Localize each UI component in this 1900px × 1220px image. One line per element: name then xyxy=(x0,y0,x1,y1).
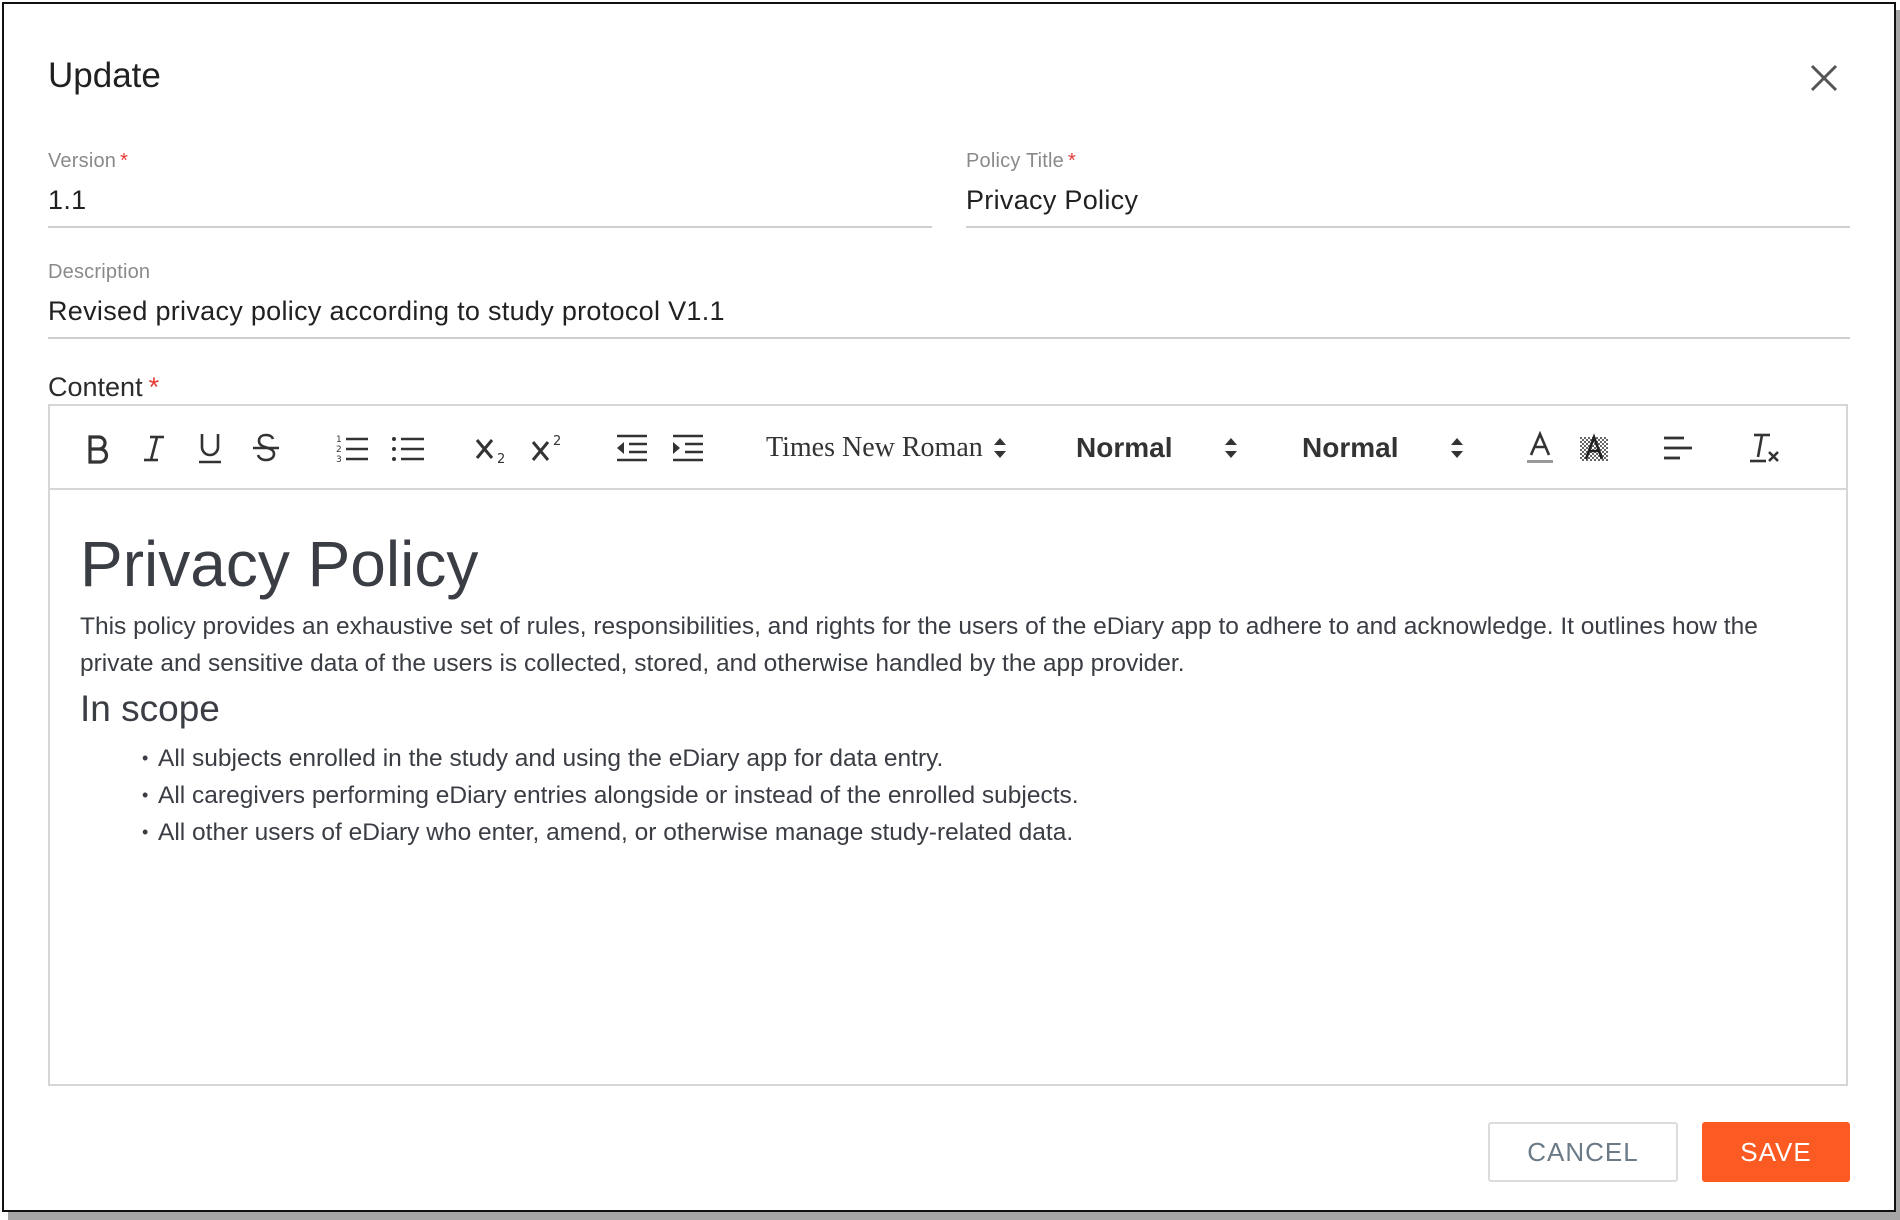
bullet-list-button[interactable] xyxy=(388,428,428,468)
required-marker: * xyxy=(1068,150,1076,172)
superscript-icon xyxy=(530,432,566,464)
required-marker: * xyxy=(148,372,160,402)
bold-button[interactable] xyxy=(78,428,118,468)
version-field[interactable] xyxy=(48,150,932,228)
outdent-button[interactable] xyxy=(612,428,652,468)
heading-value: Normal xyxy=(1302,432,1399,463)
svg-text:2: 2 xyxy=(497,452,506,464)
font-family-value: Times New Roman xyxy=(766,432,983,463)
clear-format-icon xyxy=(1748,431,1780,465)
bold-icon xyxy=(84,432,112,464)
underline-button[interactable] xyxy=(190,428,230,468)
editor-content[interactable] xyxy=(80,526,1816,851)
align-button[interactable] xyxy=(1658,428,1698,468)
editor-toolbar xyxy=(50,406,1846,490)
svg-text:2: 2 xyxy=(553,434,562,449)
strikethrough-button[interactable] xyxy=(246,428,286,468)
font-size-picker[interactable] xyxy=(1076,428,1238,468)
outdent-icon xyxy=(615,432,649,464)
description-input[interactable]: Revised privacy policy according to study protocol V1.1 xyxy=(48,296,1850,339)
font-color-button[interactable] xyxy=(1520,428,1560,468)
update-dialog xyxy=(2,2,1896,1212)
background-color-icon xyxy=(1578,431,1610,465)
align-icon xyxy=(1662,433,1694,463)
version-input[interactable]: 1.1 xyxy=(48,185,932,228)
document-heading: Privacy Policy xyxy=(80,528,479,600)
italic-button[interactable] xyxy=(134,428,174,468)
policy-title-label: Policy Title * xyxy=(966,150,1076,172)
svg-text:3: 3 xyxy=(336,455,342,464)
document-subheading: In scope xyxy=(80,688,220,729)
ordered-list-button[interactable] xyxy=(332,428,372,468)
policy-title-input[interactable]: Privacy Policy xyxy=(966,185,1850,228)
policy-title-field[interactable] xyxy=(966,150,1850,228)
subscript-icon xyxy=(474,432,510,464)
indent-button[interactable] xyxy=(668,428,708,468)
svg-text:1: 1 xyxy=(336,435,342,445)
bullet-list-icon xyxy=(391,432,425,464)
strikethrough-icon xyxy=(251,431,281,465)
ordered-list-icon xyxy=(335,432,369,464)
sort-arrows-icon xyxy=(1224,437,1238,459)
indent-icon xyxy=(671,432,705,464)
superscript-button[interactable] xyxy=(526,428,570,468)
font-color-icon xyxy=(1525,431,1555,465)
close-button[interactable] xyxy=(1806,60,1842,96)
close-icon xyxy=(1806,60,1842,96)
background-color-button[interactable] xyxy=(1574,428,1614,468)
subscript-button[interactable] xyxy=(470,428,514,468)
font-size-value: Normal xyxy=(1076,432,1173,463)
rich-text-editor xyxy=(48,404,1848,1086)
list-item: • All other users of eDiary who enter, amend, or otherwise manage study-related data. xyxy=(142,814,1816,851)
cancel-button[interactable]: CANCEL xyxy=(1488,1122,1678,1182)
sort-arrows-icon xyxy=(993,437,1007,459)
document-intro: This policy provides an exhaustive set of rules, responsibilities, and rights for the users of the eDiary app to adhere to and acknowledge. It outlines how the private and sensitive data of the users is collected, stored, and otherwise handled by the app provider. xyxy=(80,613,1758,677)
underline-icon xyxy=(196,431,224,465)
save-button[interactable]: SAVE xyxy=(1702,1122,1850,1182)
version-label: Version * xyxy=(48,150,129,172)
svg-text:2: 2 xyxy=(336,445,342,455)
description-field[interactable] xyxy=(48,261,1850,339)
sort-arrows-icon xyxy=(1450,437,1464,459)
clear-format-button[interactable] xyxy=(1744,428,1784,468)
list-item: • All caregivers performing eDiary entries alongside or instead of the enrolled subjects. xyxy=(142,777,1816,814)
dialog-title: Update xyxy=(48,56,161,95)
list-item: • All subjects enrolled in the study and using the eDiary app for data entry. xyxy=(142,740,1816,777)
description-label: Description xyxy=(48,261,151,283)
italic-icon xyxy=(140,432,168,464)
font-family-picker[interactable] xyxy=(766,428,1007,468)
heading-picker[interactable] xyxy=(1302,428,1464,468)
required-marker: * xyxy=(120,150,129,172)
content-label: Content * xyxy=(48,372,160,402)
scope-list xyxy=(80,740,1816,851)
